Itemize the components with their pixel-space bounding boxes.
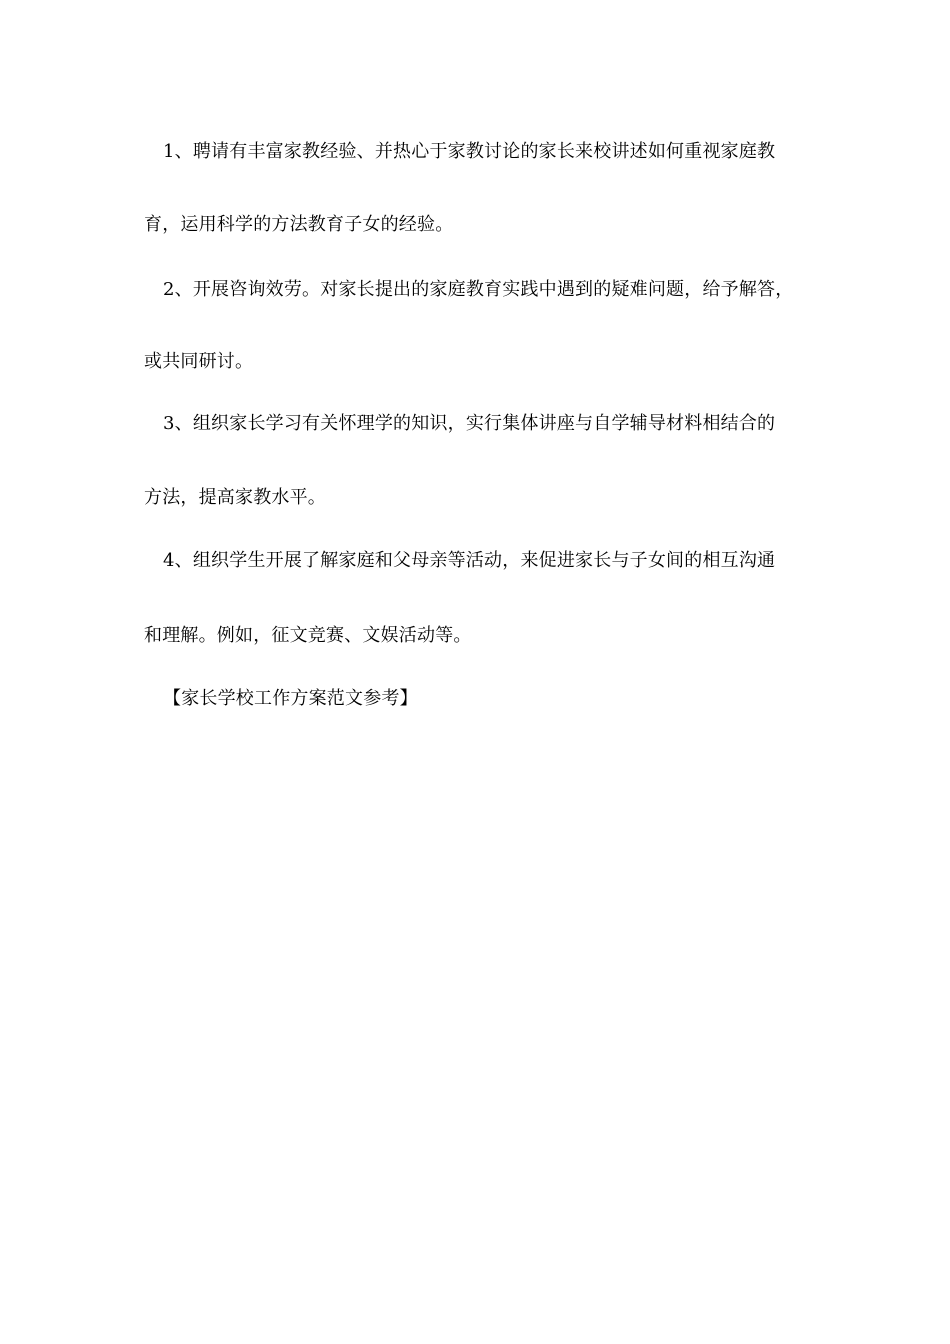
footer-title: 【家长学校工作方案范文参考】 (163, 688, 418, 709)
item-3-number: 3 (163, 413, 175, 434)
item-3-first-line (163, 412, 775, 436)
item-1-text: 、聘请有丰富家教经验、并热心于家教讨论的家长来校讲述如何重视家庭教 (174, 141, 776, 162)
item-2-number: 2 (163, 279, 175, 300)
item-3-second-line: 方法，提高家教水平。 (144, 487, 326, 508)
item-4-number: 4 (163, 550, 175, 571)
item-2-text: 、开展咨询效劳。对家长提出的家庭教育实践中遇到的疑难问题，给予解答， (174, 279, 794, 300)
item-4-text: 、组织学生开展了解家庭和父母亲等活动，来促进家长与子女间的相互沟通 (174, 550, 776, 571)
item-2-first-line (163, 278, 793, 302)
item-4-second-line: 和理解。例如，征文竞赛、文娱活动等。 (144, 625, 472, 646)
item-3-text: 、组织家长学习有关怀理学的知识，实行集体讲座与自学辅导材料相结合的 (174, 413, 776, 434)
item-2-second-line: 或共同研讨。 (144, 351, 254, 372)
item-4-first-line (163, 549, 775, 573)
item-1-second-line: 育，运用科学的方法教育子女的经验。 (144, 214, 454, 235)
item-1-first-line (163, 140, 775, 164)
item-1-number: 1 (163, 141, 175, 162)
